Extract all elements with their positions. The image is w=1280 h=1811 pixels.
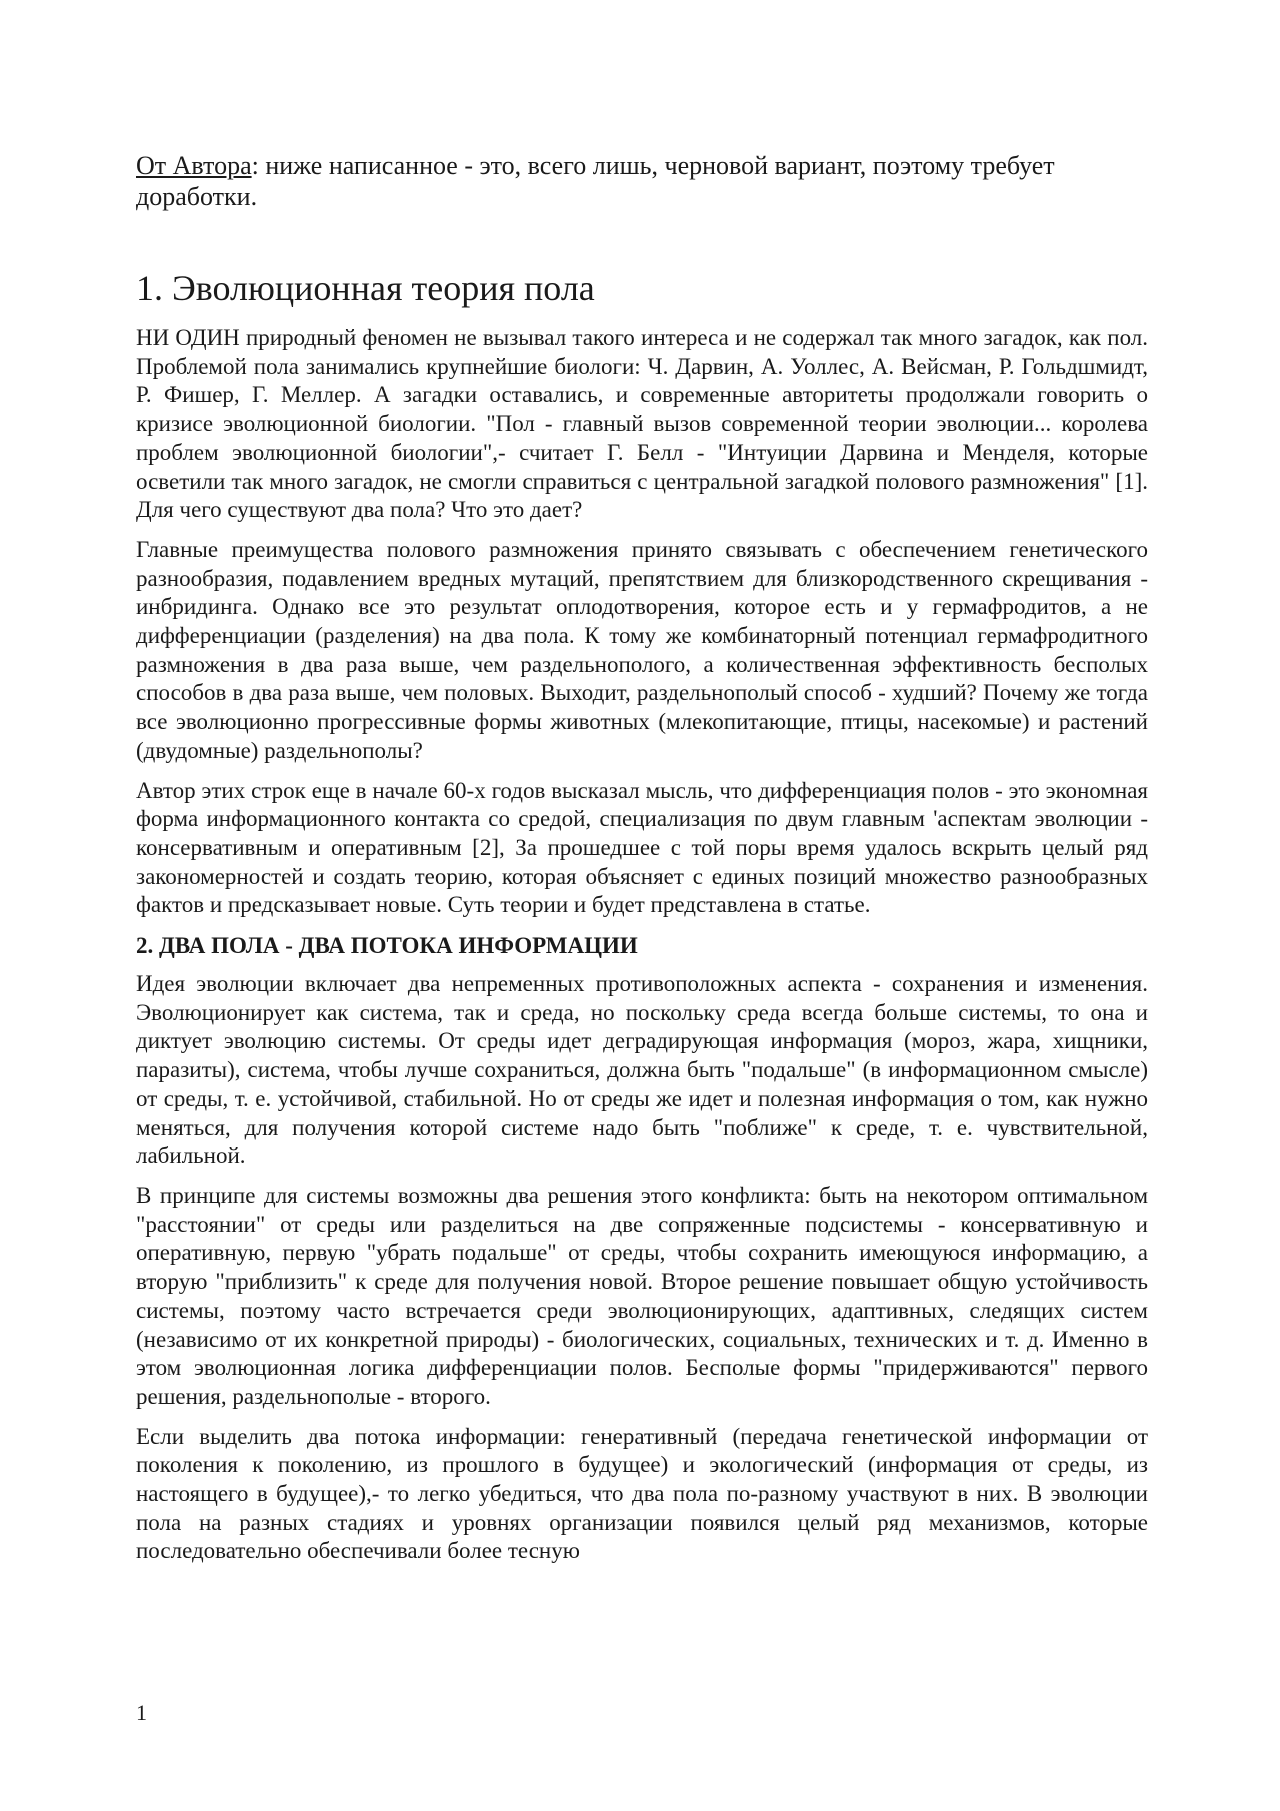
section-2-paragraph-3: Если выделить два потока информации: генеративный (передача генетической информации от поколения к поколению, из прошлого в будущее) и экологический (информация от среды, из настоящего в будущее),- то легко убедиться, что два пола по-разному участвуют в них. В эволюции пола на разных стадиях и уровнях организации появился целый ряд механизмов, которые последовательно обеспечивали более тесную: [136, 1423, 1148, 1564]
author-note-text: : ниже написанное - это, всего лишь, черновой вариант, поэтому требует доработки.: [136, 151, 1055, 211]
section-1-paragraph-2: Главные преимущества полового размножения принято связывать с обеспечением генетического разнообразия, подавлением вредных мутаций, препятствием для близкородственного скрещивания - инбридинга. Однако все это результат оплодотворения, которое есть и у гермафродитов, а не дифференциации (разделения) на два пола. К тому же комбинаторный потенциал гермафродитного размножения в два раза выше, чем раздельнополого, а количественная эффективность бесполых способов в два раза выше, чем половых. Выходит, раздельнополый способ - худший? Почему же тогда все эволюционно прогрессивные формы животных (млекопитающие, птицы, насекомые) и растений (двудомные) раздельнополы?: [136, 536, 1148, 763]
section-2-title: 2. ДВА ПОЛА - ДВА ПОТОКА ИНФОРМАЦИИ: [136, 933, 638, 959]
author-note: [136, 150, 1148, 212]
section-2-paragraph-1: Идея эволюции включает два непременных противоположных аспекта - сохранения и изменения. Эволюционирует как система, так и среда, но поскольку среда всегда больше системы, то она и диктует эволюцию системы. От среды идет деградирующая информация (мороз, жара, хищники, паразиты), система, чтобы лучше сохраниться, должна быть "подальше" (в информационном смысле) от среды, т. е. устойчивой, стабильной. Но от среды же идет и полезная информация о том, как нужно меняться, для получения которой системе надо быть "поближе" к среде, т. е. чувствительной, лабильной.: [136, 971, 1148, 1169]
author-note-label[interactable]: От Автора: [136, 151, 252, 180]
section-2-paragraph-2: В принципе для системы возможны два решения этого конфликта: быть на некотором оптимальном "расстоянии" от среды или разделиться на две сопряженные подсистемы - консервативную и оперативную, первую "убрать подальше" от среды, чтобы сохранить имеющуюся информацию, а вторую "приблизить" к среде для получения новой. Второе решение повышает общую устойчивость системы, поэтому часто встречается среди эволюционирующих, адаптивных, следящих систем (независимо от их конкретной природы) - биологических, социальных, технических и т. д. Именно в этом эволюционная логика дифференциации полов. Бесполые формы "придерживаются" первого решения, раздельнополые - второго.: [136, 1182, 1148, 1409]
page-number: 1: [136, 1700, 147, 1725]
document-page: [136, 150, 1148, 1577]
section-1-paragraph-3: Автор этих строк еще в начале 60-х годов высказал мысль, что дифференциация полов - это экономная форма информационного контакта со средой, специализация по двум главным 'аспектам эволюции - консервативным и оперативным [2], За прошедшее с той поры время удалось вскрыть целый ряд закономерностей и создать теорию, которая объясняет с единых позиций множество разнообразных фактов и предсказывает новые. Суть теории и будет представлена в статье.: [136, 777, 1148, 918]
section-1-title: 1. Эволюционная теория пола: [136, 268, 595, 308]
section-1-paragraph-1: НИ ОДИН природный феномен не вызывал такого интереса и не содержал так много загадок, как пол. Проблемой пола занимались крупнейшие биологи: Ч. Дарвин, А. Уоллес, А. Вейсман, Р. Гольдшмидт, Р. Фишер, Г. Меллер. А загадки оставались, и современные авторитеты продолжали говорить о кризисе эволюционной биологии. "Пол - главный вызов современной теории эволюции... королева проблем эволюционной биологии",- считает Г. Белл - "Интуиции Дарвина и Менделя, которые осветили так много загадок, не смогли справиться с центральной загадкой полового размножения" [1]. Для чего существуют два пола? Что это дает?: [136, 325, 1148, 523]
